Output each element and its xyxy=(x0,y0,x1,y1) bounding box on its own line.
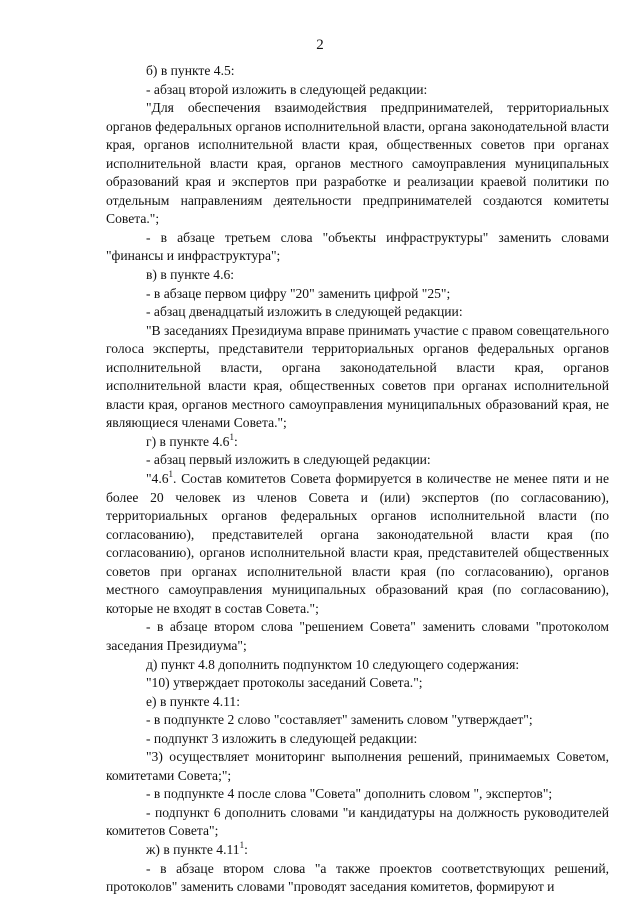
superscript: 1 xyxy=(168,469,174,480)
paragraph: д) пункт 4.8 дополнить подпунктом 10 следующего содержания: xyxy=(146,656,520,672)
paragraph xyxy=(106,433,609,452)
paragraph: - в подпункте 2 слово "составляет" заменить словом "утверждает"; xyxy=(146,712,533,728)
paragraph: - в абзаце втором слова "решением Совета" заменить словами "протоколом заседания Президиума"; xyxy=(106,619,609,653)
paragraph: - в абзаце третьем слова "объекты инфраструктуры" заменить словами "финансы и инфраструктура"; xyxy=(106,229,609,264)
paragraph-text: . Состав комитетов Совета формируется в количестве не менее пяти и не более 20 человек из членов Совета и (или) экспертов (по согласованию), территориальных органов федеральных органов исполнительной власти (по согласованию), представителей органа законодательной власти края (по согласованию), органов исполнительной власти края, представителей общественных советов при органах исполнительной власти края (по согласованию), органов местного самоуправления муниципальных образований края (по согласованию), которые не входят в состав Совета."; xyxy=(106,471,609,616)
paragraph: "Для обеспечения взаимодействия предпринимателей, территориальных органов федеральных органов исполнительной власти, органа законодательной власти края, органов исполнительной власти края, общественных советов при органах исполнительной власти края, органов местного самоуправления муниципальных образований края и экспертов при разработке и реализации краевой политики по отдельным направлениям деятельности предпринимателей создаются комитеты Совета."; xyxy=(106,100,609,227)
paragraph: - в подпункте 4 после слова "Совета" дополнить словом ", экспертов"; xyxy=(146,786,553,802)
paragraph xyxy=(106,841,609,860)
paragraph: - абзац первый изложить в следующей редакции: xyxy=(146,452,431,468)
paragraph: - подпункт 6 дополнить словами "и кандидатуры на должность руководителей комитетов Совета"; xyxy=(106,804,609,839)
paragraph: - абзац второй изложить в следующей редакции: xyxy=(146,81,428,97)
paragraph: - подпункт 3 изложить в следующей редакции: xyxy=(146,730,418,746)
superscript: 1 xyxy=(239,839,245,850)
paragraph: в) в пункте 4.6: xyxy=(146,267,235,283)
paragraph: - в абзаце втором слова "а также проектов соответствующих решений, протоколов" заменить словами "проводят заседания комитетов, формируют и xyxy=(106,860,609,895)
paragraph: "3) осуществляет мониторинг выполнения решений, принимаемых Советом, комитетами Совета;"; xyxy=(106,749,609,783)
page-number: 2 xyxy=(316,37,324,53)
paragraph xyxy=(106,470,609,618)
paragraph-text: : xyxy=(233,433,238,449)
paragraph: "В заседаниях Президиума вправе принимать участие с правом совещательного голоса эксперты, представители территориальных органов федеральных органов исполнительной власти, органа законодательной власти края, органов исполнительной власти края, общественных советов при органах исполнительной власти края, органов местного самоуправления муниципальных образований края, не являющиеся членами Совета."; xyxy=(106,322,609,431)
paragraph: - в абзаце первом цифру "20" заменить цифрой "25"; xyxy=(146,285,451,301)
paragraph-text: г) в пункте 4.6 xyxy=(146,433,230,449)
paragraph-text: "4.6 xyxy=(146,471,169,487)
paragraph: "10) утверждает протоколы заседаний Совета."; xyxy=(146,675,423,691)
paragraph-text: ж) в пункте 4.11 xyxy=(146,841,240,857)
paragraph: - абзац двенадцатый изложить в следующей редакции: xyxy=(146,304,463,320)
paragraph: е) в пункте 4.11: xyxy=(146,693,240,709)
superscript: 1 xyxy=(229,431,234,442)
paragraph-text: : xyxy=(244,841,248,857)
document-body xyxy=(106,62,609,897)
paragraph: б) в пункте 4.5: xyxy=(146,63,235,78)
